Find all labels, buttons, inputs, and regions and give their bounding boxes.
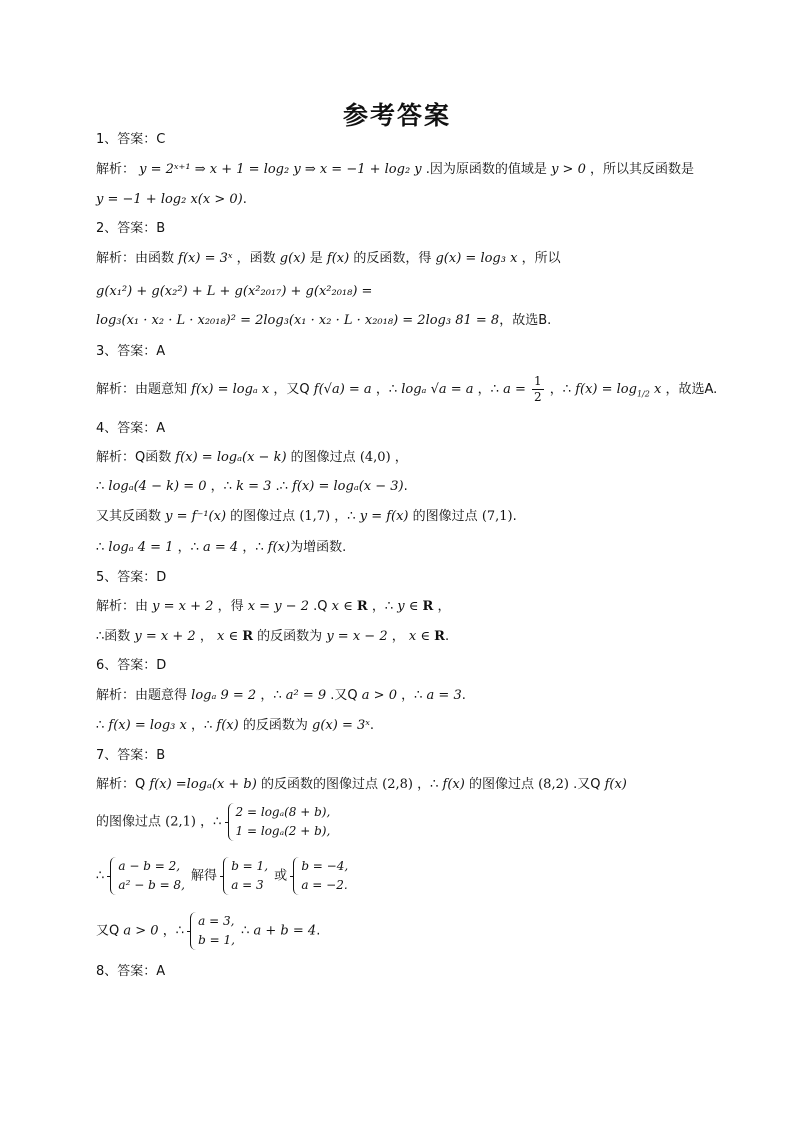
q6-e1: logₐ 9 = 2 <box>191 688 257 703</box>
q7-system3 <box>223 857 268 895</box>
q7-explanation-line3 <box>96 857 350 895</box>
q6-t6: 的反函数为 <box>242 718 308 733</box>
q6-t3: ，∴ <box>401 688 423 703</box>
q3-answer: 3、答案：A <box>96 344 166 359</box>
q5-t5: ， <box>199 629 213 644</box>
q5-explanation-line1 <box>96 598 450 616</box>
q4-end1: ， <box>394 450 408 465</box>
q4-explanation-line2 <box>96 478 408 496</box>
q4-t3: .∴ <box>275 479 288 494</box>
q4-end2: . <box>403 479 408 494</box>
q4-t6: ，∴ <box>334 509 356 524</box>
page-title: 参考答案 <box>342 101 451 130</box>
q4-e7: f(x) <box>267 540 291 555</box>
q1-expr: y = 2ˣ⁺¹ ⇒ x + 1 = log₂ y ⇒ x = −1 + log₂ y <box>139 162 422 177</box>
q6-t2: .又Q <box>330 688 358 703</box>
q3-fraction <box>532 374 544 405</box>
q7-sys1-row1: 2 = logₐ(8 + b), <box>235 805 331 819</box>
q5-explanation-line2 <box>96 628 449 646</box>
q4-e4: y = f(x) <box>359 509 409 524</box>
q6-end1: . <box>461 688 466 703</box>
q5-t4: ∴函数 <box>96 629 131 644</box>
q3-t4: ，∴ <box>549 382 572 397</box>
q5-e3: x ∈ <box>331 599 357 614</box>
q7-system1 <box>228 803 331 841</box>
q4-point2: (1,7) <box>299 509 331 524</box>
q4-answer: 4、答案：A <box>96 421 166 436</box>
q2-sum-expr: g(x₁²) + g(x₂²) + L + g(x²₂₀₁₇) + g(x²₂₀₁₈) = <box>96 284 373 299</box>
q4-point3: (7,1) <box>481 509 513 524</box>
q3-f: f(x) = logₐ x <box>191 382 270 397</box>
q7-explanation-line2 <box>96 803 332 841</box>
q6-e6: f(x) <box>216 718 239 733</box>
q7-t1: 的反函数的图像过点 <box>260 777 378 792</box>
q7-t7: ∴ <box>96 868 105 884</box>
q2-end: ，故选B. <box>499 313 552 328</box>
q7-explanation-line1 <box>96 776 627 794</box>
q4-point: (4,0) <box>359 450 391 465</box>
q7-t12: ∴ <box>241 923 250 939</box>
q6-explanation-line2 <box>96 717 374 735</box>
q1-text: .因为原函数的值域是 <box>425 162 547 177</box>
q7-sys1-row2: 1 = logₐ(2 + b), <box>235 824 331 838</box>
q5-e8: x ∈ <box>408 629 435 644</box>
q7-e4: a > 0 <box>123 923 159 939</box>
q5-R4: R <box>434 629 445 644</box>
q6-e3: a > 0 <box>361 688 397 703</box>
q4-end3: . <box>512 509 517 524</box>
q4-t2: ，∴ <box>210 479 232 494</box>
q6-t4: ∴ <box>96 718 105 733</box>
q7-sys2-row2: a² − b = 8, <box>118 878 185 892</box>
q3-end: ，故选A. <box>665 382 718 397</box>
q1-end: . <box>242 192 247 207</box>
q7-system2 <box>110 857 184 895</box>
q6-answer: 6、答案：D <box>96 658 167 673</box>
q4-e2: k = 3 <box>236 479 272 494</box>
q3-a: a = <box>503 382 526 397</box>
q7-t8: 解得 <box>191 868 218 884</box>
q5-e1: y = x + 2 <box>152 599 214 614</box>
q3-t2: ，∴ <box>375 382 398 397</box>
q7-e1: f(x) =logₐ(x + b) <box>149 777 257 792</box>
q1-answer: 1、答案：C <box>96 132 166 147</box>
q5-e6: x ∈ <box>216 629 243 644</box>
q7-t2: ，∴ <box>417 777 439 792</box>
q2-explanation-line3 <box>96 312 551 330</box>
q1-inverse-expr: y = −1 + log₂ x(x > 0) <box>96 192 243 207</box>
q7-answer: 7、答案：B <box>96 748 166 763</box>
q2-g: g(x) <box>279 251 306 266</box>
q5-R2: R <box>422 599 434 614</box>
q4-therefore: ∴ <box>96 479 105 494</box>
q2-t2: 是 <box>309 251 323 266</box>
q6-t5: ，∴ <box>191 718 213 733</box>
q2-t4: ，所以 <box>521 251 561 266</box>
q4-t8: ∴ <box>96 540 105 555</box>
q2-label: 解析：由函数 <box>96 251 175 266</box>
q5-end2: . <box>444 629 450 644</box>
q1-explanation-line2 <box>96 191 247 209</box>
q8-answer: 8、答案：A <box>96 964 166 979</box>
q4-t5: 的图像过点 <box>230 509 296 524</box>
q7-sys3-row1: b = 1, <box>231 859 269 873</box>
q6-e5: f(x) = log₃ x <box>108 718 187 733</box>
q3-base: 1/2 <box>636 389 650 399</box>
q4-t9: ，∴ <box>177 540 199 555</box>
q7-t10: 又Q <box>96 923 120 939</box>
q3-t1: ，又Q <box>273 382 310 397</box>
q4-explanation-line3 <box>96 508 517 526</box>
q5-e4: y ∈ <box>397 599 423 614</box>
q7-e3: f(x) <box>604 777 627 792</box>
q2-explanation-line2 <box>96 283 372 301</box>
q3-t3: ，∴ <box>477 382 499 397</box>
q5-e5: y = x + 2 <box>134 629 196 644</box>
q4-explanation-line1 <box>96 449 408 467</box>
q5-t3: ，∴ <box>371 599 394 614</box>
q4-inverse: y = f⁻¹(x) <box>165 509 227 524</box>
q1-label: 解析： <box>96 162 136 177</box>
q2-t3: 的反函数，得 <box>353 251 432 266</box>
q7-e2: f(x) <box>442 777 465 792</box>
q7-point1: (2,8) <box>382 777 413 792</box>
q5-t7: ， <box>391 629 405 644</box>
q7-sys2-row1: a − b = 2, <box>118 859 181 873</box>
q4-end4: 为增函数. <box>290 540 347 555</box>
q6-t1: ，∴ <box>260 688 282 703</box>
q7-t4: .又Q <box>573 777 601 792</box>
q7-sys5-row2: b = 1, <box>198 933 235 947</box>
q3-e3: logₐ √a = a <box>401 382 474 397</box>
q7-t11: ，∴ <box>162 923 184 939</box>
q6-e2: a² = 9 <box>285 688 327 703</box>
q2-g2: g(x) = log₃ x <box>435 251 518 266</box>
q5-t1: ，得 <box>217 599 244 614</box>
q7-system4 <box>293 857 348 895</box>
q4-f: f(x) = logₐ(x − k) <box>175 450 287 465</box>
q2-f: f(x) = 3ˣ <box>178 251 233 266</box>
q5-e7: y = x − 2 <box>326 629 388 644</box>
q3-f3: f(x) = log <box>575 382 637 397</box>
q4-t4: 又其反函数 <box>96 509 162 524</box>
q6-end2: . <box>369 718 374 733</box>
q2-f2: f(x) <box>326 251 350 266</box>
q3-label: 解析：由题意知 <box>96 382 188 397</box>
q5-t2: .Q <box>313 599 328 614</box>
q6-e4: a = 3 <box>426 688 462 703</box>
q4-e5: logₐ 4 = 1 <box>108 540 174 555</box>
q4-t1: 的图像过点 <box>290 450 356 465</box>
q3-frac-den: 2 <box>534 390 542 404</box>
q1-cond: y > 0 <box>551 162 586 177</box>
q4-t7: 的图像过点 <box>412 509 478 524</box>
q7-label: 解析：Q <box>96 777 146 792</box>
q5-R3: R <box>242 629 254 644</box>
q2-t1: ，函数 <box>236 251 276 266</box>
q1-text2: ，所以其反函数是 <box>590 162 695 177</box>
q3-frac-num: 1 <box>534 374 542 388</box>
q5-label: 解析：由 <box>96 599 149 614</box>
q6-label: 解析：由题意得 <box>96 688 188 703</box>
q7-e5: a + b = 4 <box>253 923 317 939</box>
q5-e2: x = y − 2 <box>247 599 309 614</box>
q5-t6: 的反函数为 <box>257 629 323 644</box>
q5-end1: ， <box>437 599 451 614</box>
q7-sys5-row1: a = 3, <box>198 914 235 928</box>
q5-answer: 5、答案：D <box>96 570 167 585</box>
q6-explanation-line1 <box>96 687 466 705</box>
q2-explanation-line1 <box>96 250 561 268</box>
q4-e3: f(x) = logₐ(x − 3) <box>292 479 404 494</box>
q7-t6: ，∴ <box>200 814 222 830</box>
q7-system5 <box>190 912 235 950</box>
q4-explanation-line4 <box>96 539 346 557</box>
q3-x: x <box>649 382 662 397</box>
q4-t10: ，∴ <box>242 540 264 555</box>
q4-e1: logₐ(4 − k) = 0 <box>108 479 207 494</box>
q7-sys4-row1: b = −4, <box>301 859 349 873</box>
q2-answer: 2、答案：B <box>96 221 166 236</box>
q7-sys3-row2: a = 3 <box>231 878 264 892</box>
q6-e7: g(x) = 3ˣ <box>312 718 370 733</box>
q7-explanation-line4 <box>96 912 320 950</box>
q5-R1: R <box>356 599 368 614</box>
q7-t5: 的图像过点 <box>96 814 162 830</box>
q4-label: 解析：Q函数 <box>96 450 172 465</box>
q3-explanation-line1 <box>96 374 717 405</box>
q4-e6: a = 4 <box>203 540 239 555</box>
q2-log-expr: log₃(x₁ · x₂ · L · x₂₀₁₈)² = 2log₃(x₁ · x₂ · L · x₂₀₁₈) = 2log₃ 81 = 8 <box>96 313 500 328</box>
q7-t9: 或 <box>274 868 288 884</box>
q7-point3: (2,1) <box>165 814 196 830</box>
q7-t3: 的图像过点 <box>468 777 534 792</box>
q7-end: . <box>316 923 321 939</box>
q7-sys4-row2: a = −2. <box>301 878 348 892</box>
q7-point2: (8,2) <box>538 777 569 792</box>
q1-explanation-line1 <box>96 161 694 179</box>
q3-f2: f(√a) = a <box>313 382 372 397</box>
